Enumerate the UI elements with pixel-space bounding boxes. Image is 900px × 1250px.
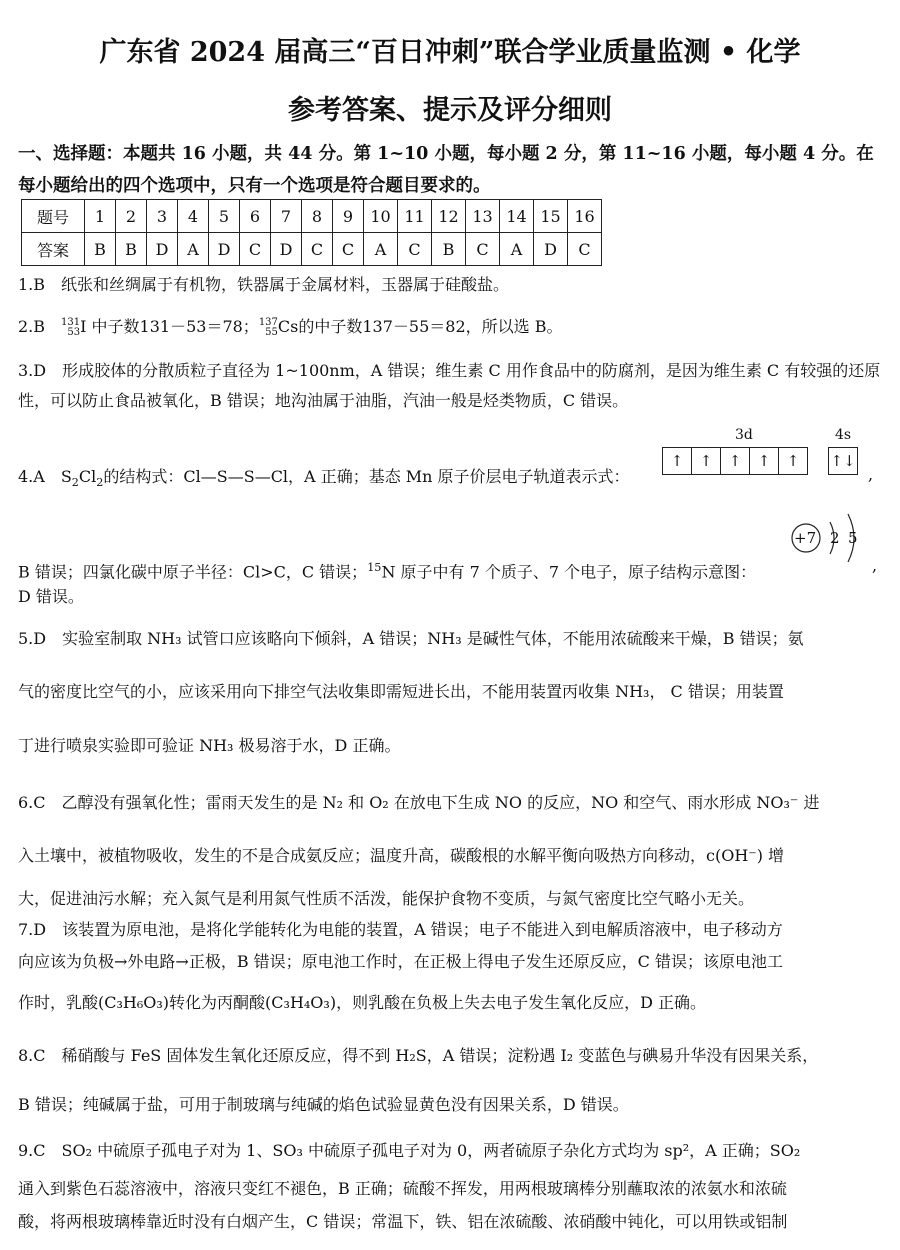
explanation-text: 作时，乳酸(C₃H₆O₃)转化为丙酮酸(C₃H₄O₃)，则乳酸在负极上失去电子发生氧化反应，D 正确。	[18, 993, 706, 1012]
explanation-text: 气的密度比空气的小，应该采用向下排空气法收集即需短进长出，不能用装置丙收集 NH₃， C 错误；用装置	[18, 682, 784, 701]
table-cell: 16	[568, 200, 602, 233]
formula-s: S	[60, 467, 72, 486]
orbital-box-3d: ↑	[720, 447, 750, 475]
cesium-atomic-number: 55	[265, 326, 278, 338]
table-cell: D	[534, 233, 568, 266]
table-cell: 6	[240, 200, 271, 233]
table-row	[22, 233, 602, 266]
question-number: 5.D	[18, 629, 47, 648]
table-row	[22, 200, 602, 233]
shell-electrons: 2	[830, 529, 840, 547]
mn-orbital-diagram	[663, 427, 863, 477]
explanation-q4-line1: 4.A $S_2Cl_2$的结构式：Cl—S—S—Cl，A 正确；基态 Mn 原子价层电子轨道表示式：	[18, 467, 630, 490]
explanation-text: D 错误。	[18, 587, 84, 606]
formula-cl: Cl	[78, 467, 97, 486]
table-cell: A	[178, 233, 209, 266]
orbital-box-3d: ↑	[749, 447, 779, 475]
explanation-q9	[18, 1138, 884, 1164]
question-number: 7.D	[18, 920, 47, 939]
explanation-text: 稀硝酸与 FeS 固体发生氧化还原反应，得不到 H₂S，A 错误；淀粉遇 I₂ 变蓝色与碘易升华没有因果关系，	[61, 1046, 819, 1065]
cesium-nuclide-indices	[259, 318, 278, 338]
nitrogen-mass-number: 15	[367, 561, 382, 574]
cesium-symbol: Cs	[277, 317, 299, 336]
explanation-text: 形成胶体的分散质粒子直径为 1~100nm，A 错误；维生素 C 用作食品中的防腐剂，是因为维生素 C 有较强的还原性，可以防止食品被氧化，B 错误；地沟油属于油脂，汽油一般是烃类物质，C 错误。	[18, 361, 881, 410]
question-number: 1.B	[18, 275, 46, 294]
orbital-box-3d: ↑	[691, 447, 721, 475]
orbital-label-3d: 3d	[735, 427, 753, 443]
nucleus-charge: +7	[794, 529, 817, 547]
table-cell: B	[116, 233, 147, 266]
explanation-text: 通入到紫色石蕊溶液中，溶液只变红不褪色，B 正确；硫酸不挥发，用两根玻璃棒分别蘸取浓的浓氨水和浓硫	[18, 1179, 787, 1198]
explanation-text: 的中子数137－55＝82，所以选 B。	[298, 317, 563, 336]
explanation-text: 该装置为原电池，是将化学能转化为电能的装置，A 错误；电子不能进入到电解质溶液中，电子移动方	[62, 920, 783, 939]
explanation-text: 向应该为负极→外电路→正极，B 错误；原电池工作时，在正极上得电子发生还原反应，C 错误；该原电池工	[18, 952, 783, 971]
table-cell: 8	[302, 200, 333, 233]
iodine-atomic-number: 53	[67, 326, 81, 338]
explanation-text: 酸，将两根玻璃棒靠近时没有白烟产生，C 错误；常温下，铁、铝在浓硫酸、浓硝酸中钝化，可以用铁或铝制	[18, 1212, 788, 1231]
explanation-q3	[18, 356, 884, 416]
explanation-text: 中子数131－53＝78；	[86, 317, 259, 336]
explanation-text: 大，促进油污水解；充入氮气是利用氮气性质不活泼，能保护食物不变质，与氮气密度比空气略小无关。	[18, 889, 755, 908]
table-cell: 14	[500, 200, 534, 233]
explanation-q4-line3	[18, 585, 884, 609]
table-cell: 3	[147, 200, 178, 233]
table-cell: D	[209, 233, 240, 266]
question-number: 6.C	[18, 793, 46, 812]
table-cell: B	[432, 233, 466, 266]
table-cell: B	[85, 233, 116, 266]
explanation-text: 纸张和丝绸属于有机物，铁器属于金属材料，玉器属于硅酸盐。	[61, 275, 510, 294]
explanation-q1	[18, 272, 884, 298]
table-cell: D	[271, 233, 302, 266]
orbital-box-3d: ↑	[662, 447, 692, 475]
question-number: 2.B	[18, 317, 46, 336]
orbital-boxes	[663, 447, 858, 475]
table-cell: C	[568, 233, 602, 266]
explanation-text: 实验室制取 NH₃ 试管口应该略向下倾斜，A 错误；NH₃ 是碱性气体，不能用浓硫酸来干燥，B 错误；氨	[62, 629, 804, 648]
explanation-q2	[18, 313, 884, 341]
explanation-text: B 错误；四氯化碳中原子半径：Cl>C，C 错误；	[18, 562, 368, 582]
table-cell: C	[466, 233, 500, 266]
explanation-text: SO₂ 中硫原子孤电子对为 1、SO₃ 中硫原子孤电子对为 0，两者硫原子杂化方式均为 sp²，A 正确；SO₂	[61, 1141, 801, 1160]
orbital-box-3d: ↑	[778, 447, 808, 475]
table-cell: 1	[85, 200, 116, 233]
explanation-text: N 原子中有 7 个质子、7 个电子，原子结构示意图：	[381, 562, 757, 582]
table-cell: 15	[534, 200, 568, 233]
question-number: 3.D	[18, 361, 47, 380]
table-cell: C	[398, 233, 432, 266]
answer-table	[21, 199, 602, 266]
table-cell: 10	[364, 200, 398, 233]
explanation-q8	[18, 1043, 884, 1069]
table-cell: 11	[398, 200, 432, 233]
table-cell: 9	[333, 200, 364, 233]
table-cell: 12	[432, 200, 466, 233]
table-cell: 2	[116, 200, 147, 233]
iodine-nuclide-indices	[61, 318, 80, 338]
explanation-q4-line2	[18, 556, 788, 584]
row-label-number: 题号	[22, 200, 85, 233]
table-cell: A	[500, 233, 534, 266]
table-cell: 13	[466, 200, 500, 233]
explanation-text: B 错误；纯碱属于盐，可用于制玻璃与纯碱的焰色试验显黄色没有因果关系，D 错误。	[18, 1095, 629, 1114]
explanation-text: 乙醇没有强氧化性；雷雨天发生的是 N₂ 和 O₂ 在放电下生成 NO 的反应，NO 和空气、雨水形成 NO₃⁻ 进	[61, 793, 820, 812]
row-label-answer: 答案	[22, 233, 85, 266]
iodine-mass-number: 131	[61, 316, 81, 328]
iodine-symbol: I	[80, 317, 87, 336]
explanation-text: 入土壤中，被植物吸收，发生的不是合成氨反应；温度升高，碳酸根的水解平衡向吸热方向移动，c(OH⁻) 增	[18, 846, 785, 865]
section-heading: 一、选择题：本题共 16 小题，共 44 分。第 1~10 小题，每小题 2 分，第 11~16 小题，每小题 4 分。在每小题给出的四个选项中，只有一个选项是符合题目要求的。	[18, 144, 874, 196]
shell-electrons: 5	[848, 529, 858, 547]
cesium-mass-number: 137	[258, 316, 278, 328]
question-number: 9.C	[18, 1141, 46, 1160]
table-cell: C	[240, 233, 271, 266]
orbital-box-4s: ↑↓	[828, 447, 858, 475]
orbital-label-4s: 4s	[835, 427, 852, 443]
explanation-text: 的结构式：Cl—S—S—Cl，A 正确；基态 Mn 原子价层电子轨道表示式：	[103, 467, 630, 486]
explanation-q5	[18, 626, 884, 652]
explanation-q7	[18, 917, 884, 943]
table-cell: C	[333, 233, 364, 266]
explanation-text: 丁进行喷泉实验即可验证 NH₃ 极易溶于水，D 正确。	[18, 736, 401, 755]
table-cell: C	[302, 233, 333, 266]
question-number: 8.C	[18, 1046, 46, 1065]
table-cell: 7	[271, 200, 302, 233]
table-cell: 5	[209, 200, 240, 233]
table-cell: D	[147, 233, 178, 266]
answer-sheet-page: 广东省 2024 届高三“百日冲刺”联合学业质量监测 • 化学 参考答案、提示及评分细则 一、选择题：本题共 16 小题，共 44 分。第 1~10 小题，每小题 2 分，第 11~16 小题，每小题 4 分。在每小题给出的四个选项中，只有一个选项是符合题目要求的。 题号 1 2 3 4 5 6 7 8 9 10 11 12 13 14 15 16 答案 B B D A D C D C C A C B C A D C 1.B 纸张和丝绸属于有机物，铁器属于金属材料，玉器属于硅酸盐。 2.B 131 53I 中子数131－53＝78；137 55Cs的中子数137－55＝82，所以选 B。 3.D 形成胶体的分散质粒子直径为 1~100nm，A 错误；维生素 C 用作食品中的防腐剂，是因为维生素 C 有较强的还原性，可以防止食品被氧化，B 错误；地沟油属于油脂，汽油一般是烃类物质，C 错误。 4.A $S_2Cl_2$的结构式：Cl—S—S—Cl，A 正确；基态 Mn 原子价层电子轨道表示式： 3d 4s ↑ ↑ ↑ ↑ ↑ ↑↓ , B 错误；四氯化碳中原子半径：Cl>C，C 错误；$^{15}$N 原子中有 7 个质子、7 个电子，原子结构示意图： +7 2 5 , D 错误。 5.D 实验室制取 NH₃ 试管口应该略向下倾斜，A 错误；NH₃ 是碱性气体，不能用浓硫酸来干燥，B 错误；氨 气的密度比空气的小，应该采用向下排空气法收集即需短进长出，不能用装置丙收集 NH₃， C 错误；用装置 丁进行喷泉实验即可验证 NH₃ 极易溶于水，D 正确。 6.C 乙醇没有强氧化性；雷雨天发生的是 N₂ 和 O₂ 在放电下生成 NO 的反应，NO 和空气、雨水形成 NO₃⁻ 进 入土壤中，被植物吸收，发生的不是合成氨反应；温度升高，碳酸根的水解平衡向吸热方向移动，c(OH⁻) 增 大，促进油污水解；充入氮气是利用氮气性质不活泼，能保护食物不变质，与氮气密度比空气略小无关。 7.D 该装置为原电池，是将化学能转化为电能的装置，A 错误；电子不能进入到电解质溶液中，电子移动方 向应该为负极→外电路→正极，B 错误；原电池工作时，在正极上得电子发生还原反应，C 错误；该原电池工 作时，乳酸(C₃H₆O₃)转化为丙酮酸(C₃H₄O₃)，则乳酸在负极上失去电子发生氧化反应，D 正确。 8.C 稀硝酸与 FeS 固体发生氧化还原反应，得不到 H₂S，A 错误；淀粉遇 I₂ 变蓝色与碘易升华没有因果关系， B 错误；纯碱属于盐，可用于制玻璃与纯碱的焰色试验显黄色没有因果关系，D 错误。 9.C SO₂ 中硫原子孤电子对为 1、SO₃ 中硫原子孤电子对为 0，两者硫原子杂化方式均为 sp²，A 正确；SO₂ 通入到紫色石蕊溶液中，溶液只变红不褪色，B 正确；硫酸不挥发，用两根玻璃棒分别蘸取浓的浓氨水和浓硫 酸，将两根玻璃棒靠近时没有白烟产生，C 错误；常温下，铁、铝在浓硫酸、浓硝酸中钝化，可以用铁或铝制	[0, 0, 900, 1250]
page-title: 广东省 2024 届高三“百日冲刺”联合学业质量监测 • 化学	[99, 37, 801, 68]
explanation-q6	[18, 790, 884, 816]
nitrogen-atom-diagram	[790, 508, 870, 568]
page-subtitle: 参考答案、提示及评分细则	[288, 95, 612, 126]
table-cell: 4	[178, 200, 209, 233]
question-number: 4.A	[18, 467, 45, 486]
table-cell: A	[364, 233, 398, 266]
